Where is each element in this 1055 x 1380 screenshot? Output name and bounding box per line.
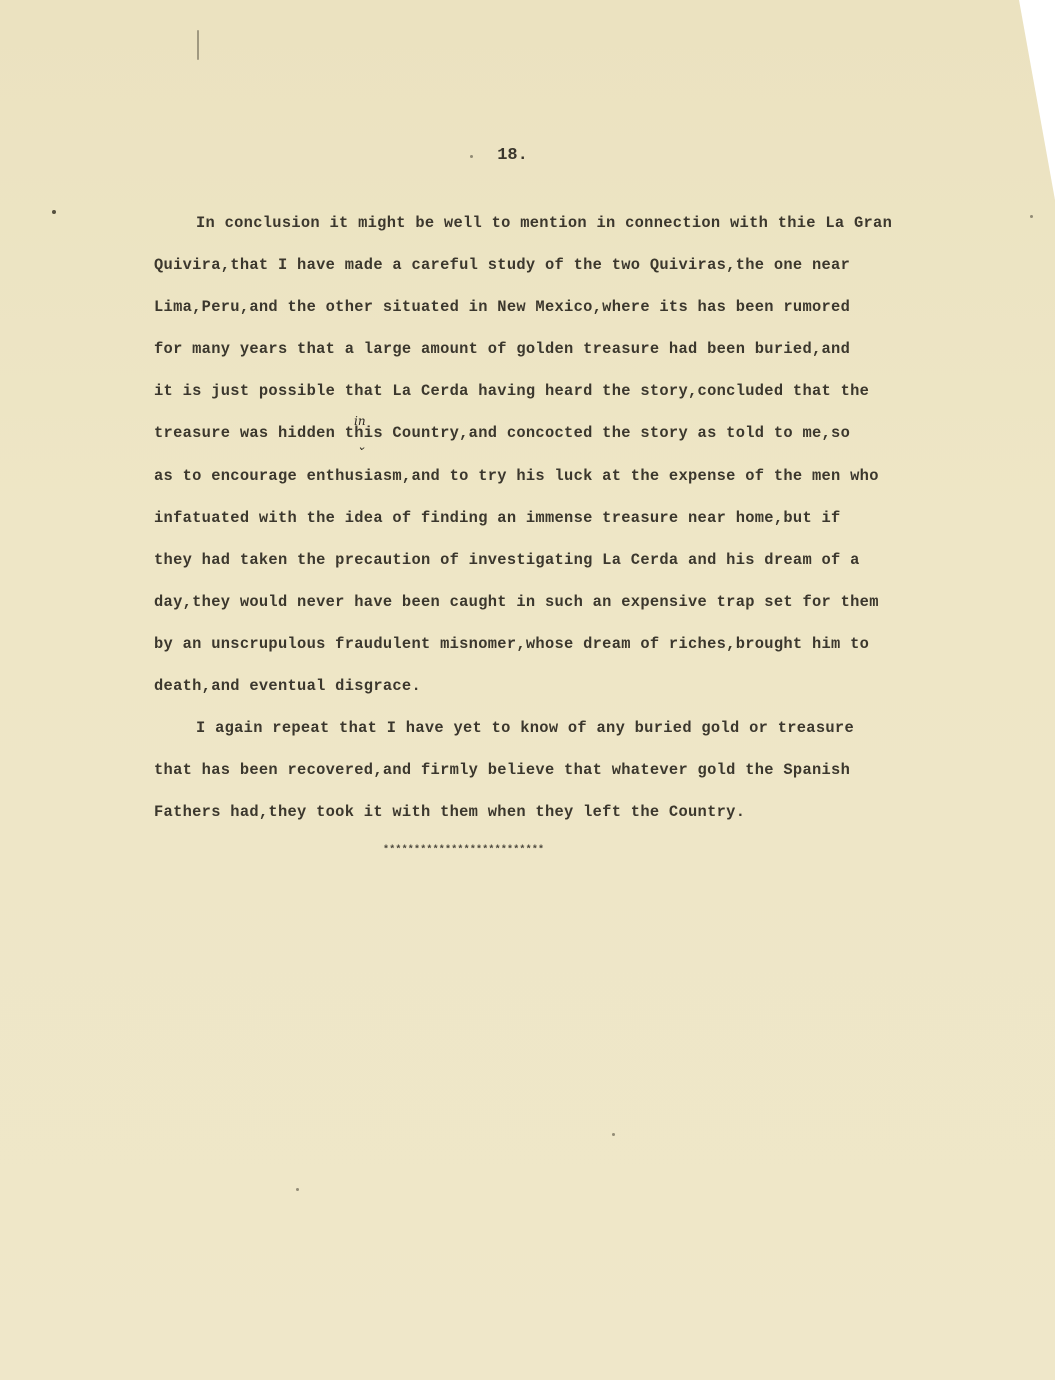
- paper-speck: [1030, 215, 1033, 218]
- paper-speck: [197, 30, 199, 60]
- paper-speck: [296, 1188, 299, 1191]
- text-line: for many years that a large amount of golden treasure had been buried,and: [154, 340, 851, 359]
- text-line: it is just possible that La Cerda having heard the story,concluded that the: [154, 382, 870, 401]
- text-line: I again repeat that I have yet to know of any buried gold or treasure: [196, 719, 854, 738]
- text-line: Fathers had,they took it with them when they left the Country.: [154, 803, 746, 822]
- text-line: death,and eventual disgrace.: [154, 677, 422, 696]
- text-line: Lima,Peru,and the other situated in New Mexico,where its has been rumored: [154, 298, 851, 317]
- text-line: by an unscrupulous fraudulent misnomer,whose dream of riches,brought him to: [154, 634, 870, 653]
- separator-asterisks: **************************: [383, 845, 545, 856]
- page-number: 18.: [497, 146, 528, 165]
- text-line: day,they would never have been caught in such an expensive trap set for them: [154, 592, 879, 611]
- paper-speck: [52, 210, 56, 214]
- text-line: Quivira,that I have made a careful study of the two Quiviras,the one near: [154, 256, 851, 275]
- text-line: they had taken the precaution of investigating La Cerda and his dream of a: [154, 550, 860, 569]
- body-text: [154, 210, 984, 841]
- insert-caret-mark: ⌄: [357, 440, 367, 453]
- text-line: treasure was hidden this Country,and concocted the story as told to me,so: [154, 424, 851, 443]
- text-line: In conclusion it might be well to mention in connection with thie La Gran: [196, 214, 893, 232]
- text-line: infatuated with the idea of finding an immense treasure near home,but if: [154, 508, 841, 527]
- paper-speck: [612, 1133, 615, 1136]
- text-line: as to encourage enthusiasm,and to try his luck at the expense of the men who: [154, 466, 879, 485]
- handwritten-insert: in: [354, 414, 366, 428]
- torn-corner: [1019, 0, 1055, 200]
- text-line: that has been recovered,and firmly believe that whatever gold the Spanish: [154, 761, 851, 780]
